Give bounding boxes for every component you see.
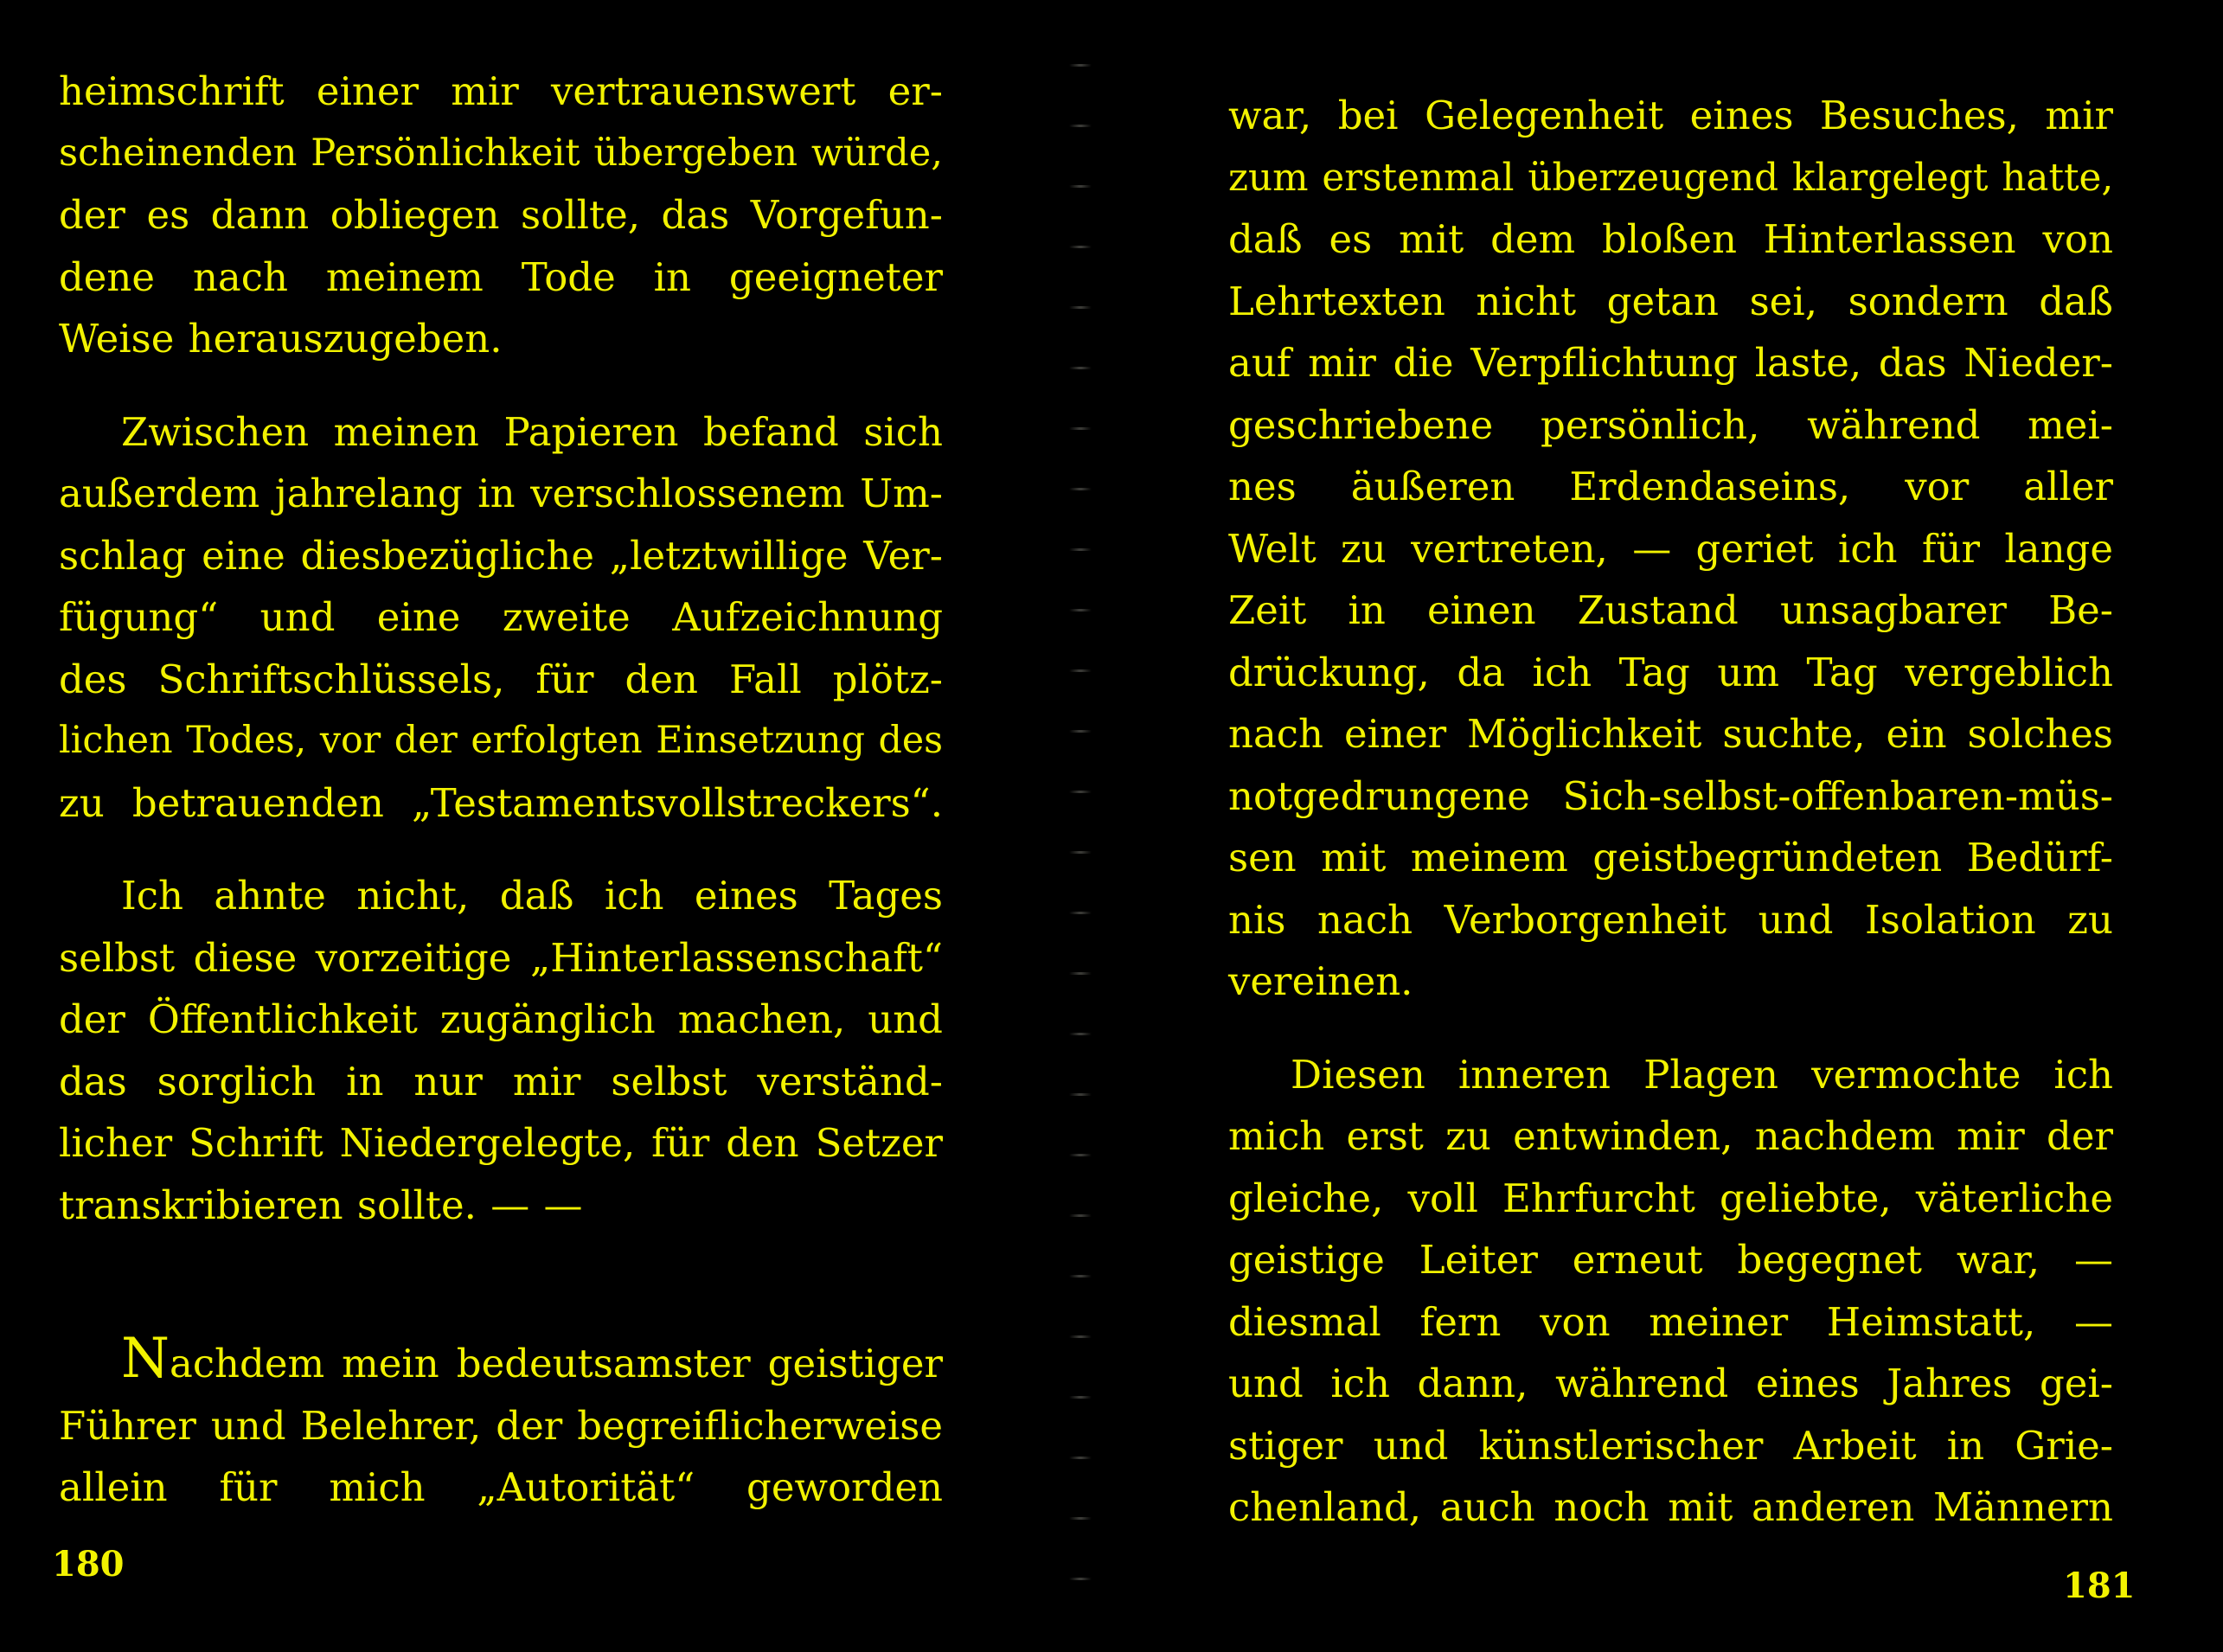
right-page (1094, 0, 2223, 1652)
page-number: 180 (52, 1544, 125, 1585)
text-line: lichen Todes, vor der erfolgten Einsetzung des (59, 719, 944, 762)
left-text-column (59, 61, 943, 1519)
text-line: das sorglich in nur mir selbst verständ- (59, 1058, 943, 1105)
paragraph (1228, 85, 2113, 1013)
text-line: scheinenden Persönlichkeit übergeben würde, (59, 131, 943, 175)
text-line: schlag eine diesbezügliche „letztwillige Ver- (59, 532, 943, 579)
text-line: Welt zu vertreten, — geriet ich für lange (1228, 525, 2113, 572)
text-line: licher Schrift Niedergelegte, für den Setzer (59, 1120, 943, 1166)
text-line: Zeit in einen Zustand unsagbarer Be- (1228, 587, 2113, 633)
text-line: drückung, da ich Tag um Tag vergeblich (1228, 649, 2113, 695)
text-line: Weise herauszugeben. (59, 316, 503, 362)
text-line: gleiche, voll Ehrfurcht geliebte, väterliche (1228, 1175, 2113, 1221)
text-line: diesmal fern von meiner Heimstatt, — (1228, 1298, 2113, 1345)
drop-cap: N (121, 1327, 170, 1391)
paragraph (59, 61, 943, 370)
text-line: nach einer Möglichkeit suchte, ein solches (1228, 711, 2113, 757)
paragraph (59, 865, 943, 1236)
text-line: dene nach meinem Tode in geeigneter (59, 253, 943, 300)
text-line: sen mit meinem geistbegründeten Bedürf- (1228, 835, 2113, 880)
text-line: zum erstenmal überzeugend klargelegt hatte, (1228, 155, 2114, 200)
text-line: allein für mich „Autorität“ geworden (59, 1464, 943, 1510)
text-line: Diesen inneren Plagen vermochte ich (1291, 1051, 2113, 1098)
text-line: daß es mit dem bloßen Hinterlassen von (1228, 216, 2113, 262)
text-line: selbst diese vorzeitige „Hinterlassenschaft“ (59, 934, 943, 981)
text-line: vereinen. (1228, 958, 1413, 1004)
paragraph (1228, 1044, 2113, 1539)
left-page (0, 0, 1077, 1652)
text-line: und ich dann, während eines Jahres gei- (1228, 1361, 2113, 1406)
text-line: mich erst zu entwinden, nachdem mir der (1228, 1113, 2113, 1159)
text-line-rest: achdem mein bedeutsamster geistiger (170, 1341, 943, 1386)
paragraph (59, 401, 943, 835)
text-line: zu betrauenden „Testamentsvollstreckers“. (59, 779, 943, 826)
book-gutter (1069, 35, 1092, 1626)
text-line: chenland, auch noch mit anderen Männern (1228, 1484, 2113, 1530)
text-line: fügung“ und eine zweite Aufzeichnung (59, 594, 943, 640)
right-text-column (1228, 85, 2113, 1539)
text-line: heimschrift einer mir vertrauenswert er- (59, 68, 943, 114)
text-line: der Öffentlichkeit zugänglich machen, und (59, 996, 943, 1042)
text-line: notgedrungene Sich-selbst-offenbaren-müs- (1228, 772, 2113, 819)
text-line: Zwischen meinen Papieren befand sich (121, 408, 943, 455)
text-line: Führer und Belehrer, der begreiflicherweise (59, 1402, 943, 1449)
text-line: nes äußeren Erdendaseins, vor aller (1228, 464, 2113, 509)
text-line: geistige Leiter erneut begegnet war, — (1228, 1237, 2113, 1283)
text-line: des Schriftschlüssels, für den Fall plötz- (59, 656, 943, 702)
paragraph (59, 1327, 943, 1519)
text-line: außerdem jahrelang in verschlossenem Um- (59, 471, 943, 516)
text-line: der es dann obliegen sollte, das Vorgefun- (59, 192, 943, 238)
text-line: Ich ahnte nicht, daß ich eines Tages (121, 873, 943, 919)
page-number: 181 (2063, 1566, 2136, 1606)
text-line (59, 1327, 943, 1395)
text-line: geschriebene persönlich, während mei- (1228, 401, 2113, 448)
text-line: stiger und künstlerischer Arbeit in Grie- (1228, 1422, 2113, 1469)
text-line: nis nach Verborgenheit und Isolation zu (1228, 896, 2113, 943)
text-line: auf mir die Verpflichtung laste, das Nieder- (1228, 340, 2113, 386)
text-line: transkribieren sollte. — — (59, 1181, 583, 1228)
text-line: war, bei Gelegenheit eines Besuches, mir (1228, 93, 2113, 138)
text-line: Lehrtexten nicht getan sei, sondern daß (1228, 278, 2113, 324)
